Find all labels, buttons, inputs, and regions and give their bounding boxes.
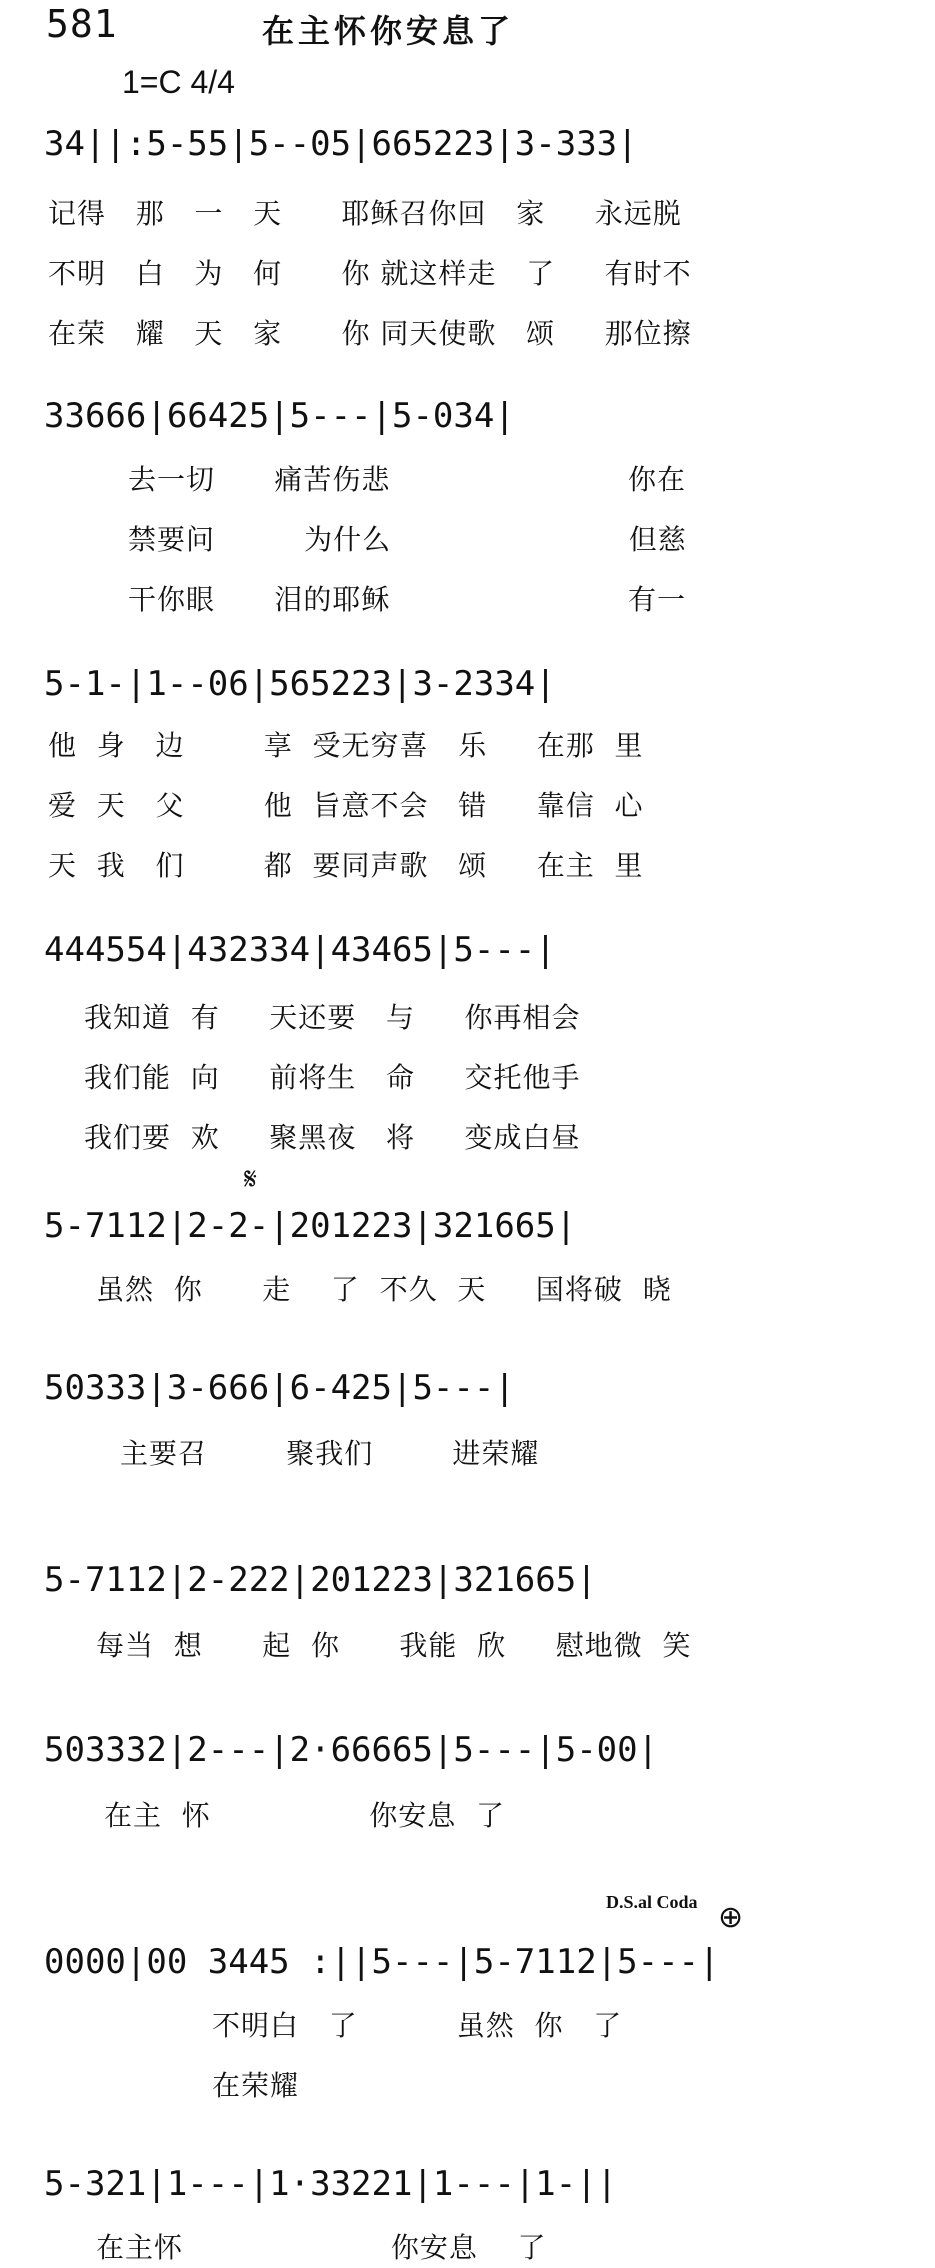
song-number: 581 <box>46 2 118 46</box>
lyric-line-9-2: 在荣耀 <box>212 2069 300 2102</box>
notation-line-5: 5-7112|2-2-|201223|321665| <box>44 1206 577 1246</box>
lyric-line-3-2: 爱 天 父 他 旨意不会 错 靠信 心 <box>48 789 644 822</box>
notation-line-4: 444554|432334|43465|5---| <box>44 930 556 970</box>
lyric-line-2-3: 干你眼 泪的耶稣 有一 <box>128 583 687 616</box>
lyric-line-5-1: 虽然 你 走 了 不久 天 国将破 晓 <box>96 1273 672 1306</box>
ds-al-coda-mark: D.S.al Coda <box>606 1892 698 1912</box>
lyric-line-1-3: 在荣 耀 天 家 你 同天使歌 颂 那位擦 <box>48 317 692 350</box>
notation-line-7: 5-7112|2-222|201223|321665| <box>44 1560 597 1600</box>
notation-line-3: 5-1-|1--06|565223|3-2334| <box>44 664 556 704</box>
lyric-line-4-2: 我们能 向 前将生 命 交托他手 <box>84 1061 581 1094</box>
lyric-line-3-1: 他 身 边 享 受无穷喜 乐 在那 里 <box>48 729 644 762</box>
lyric-line-9-1: 不明白 了 虽然 你 了 <box>212 2009 623 2042</box>
lyric-line-2-2: 禁要问 为什么 但慈 <box>128 523 687 556</box>
coda-sign: ⊕ <box>718 1900 744 1935</box>
lyric-line-1-1: 记得 那 一 天 耶稣召你回 家 永远脱 <box>48 197 682 230</box>
lyric-line-7-1: 每当 想 起 你 我能 欣 慰地微 笑 <box>96 1629 692 1662</box>
notation-line-6: 50333|3-666|6-425|5---| <box>44 1368 515 1408</box>
notation-line-2: 33666|66425|5---|5-034| <box>44 396 515 436</box>
lyric-line-4-1: 我知道 有 天还要 与 你再相会 <box>84 1001 581 1034</box>
lyric-line-8-1: 在主 怀 你安息 了 <box>104 1799 506 1832</box>
lyric-line-10-1: 在主怀 你安息 了 <box>96 2231 547 2264</box>
notation-line-9: 0000|00 3445 :||5---|5-7112|5---| <box>44 1942 720 1982</box>
lyric-line-6-1: 主要召 聚我们 进荣耀 <box>120 1437 540 1470</box>
key-signature: 1=C 4/4 <box>122 64 235 100</box>
lyric-line-2-1: 去一切 痛苦伤悲 你在 <box>128 463 687 496</box>
segno-sign: 𝄋 <box>244 1162 257 1197</box>
lyric-line-4-3: 我们要 欢 聚黑夜 将 变成白昼 <box>84 1121 581 1154</box>
notation-line-1: 34||:5-55|5--05|665223|3-333| <box>44 124 638 164</box>
notation-line-8: 503332|2---|2·66665|5---|5-00| <box>44 1730 659 1770</box>
lyric-line-1-2: 不明 白 为 何 你 就这样走 了 有时不 <box>48 257 692 290</box>
notation-line-10: 5-321|1---|1·33221|1---|1-|| <box>44 2164 618 2204</box>
lyric-line-3-3: 天 我 们 都 要同声歌 颂 在主 里 <box>48 849 644 882</box>
song-title: 在主怀你安息了 <box>262 12 515 50</box>
